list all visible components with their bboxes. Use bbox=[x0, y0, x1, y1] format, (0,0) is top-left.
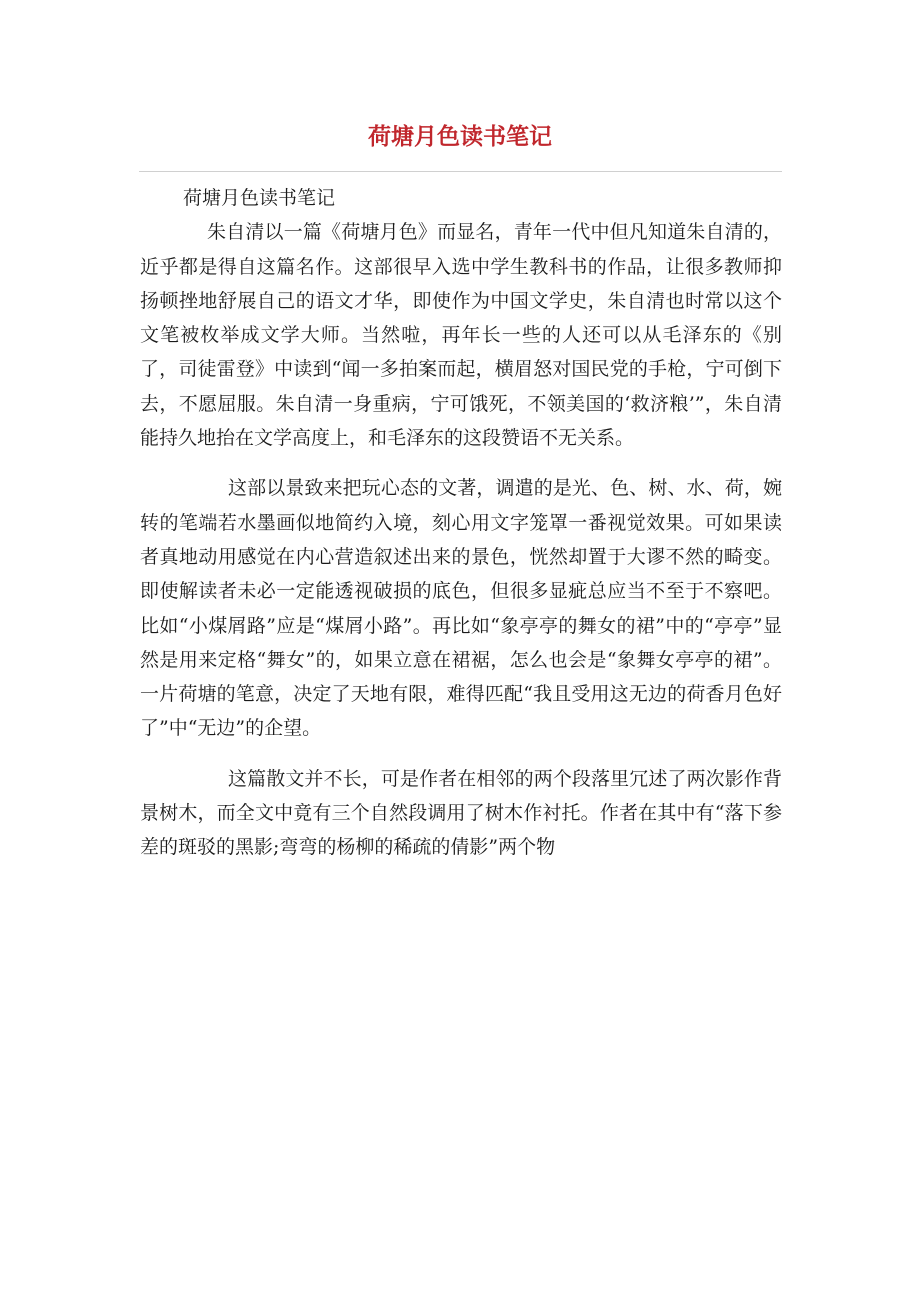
page-title: 荷塘月色读书笔记 bbox=[368, 124, 552, 150]
document-body bbox=[140, 181, 782, 865]
paragraph-2: 这部以景致来把玩心态的文著，调遣的是光、色、树、水、荷，婉转的笔端若水墨画似地简约入境，刻心用文字笼罩一番视觉效果。可如果读者真地动用感觉在内心营造叙述出来的景色，恍然却置于大谬不然的畸变。即使解读者未必一定能透视破损的底色，但很多显疵总应当不至于不察吧。比如“小煤屑路”应是“煤屑小路”。再比如“象亭亭的舞女的裙”中的“亭亭”显然是用来定格“舞女”的，如果立意在裙裾，怎么也会是“象舞女亭亭的裙”。一片荷塘的笔意，决定了天地有限，难得匹配“我且受用这无边的荷香月色好了”中“无边”的企望。 bbox=[140, 477, 782, 740]
paragraph-1: 朱自清以一篇《荷塘月色》而显名，青年一代中但凡知道朱自清的，近乎都是得自这篇名作。这部很早入选中学生教科书的作品，让很多教师抑扬顿挫地舒展自己的语文才华，即使作为中国文学史，朱自清也时常以这个文笔被枚举成文学大师。当然啦，再年长一些的人还可以从毛泽东的《别了，司徒雷登》中读到“闻一多拍案而起，横眉怒对国民党的手枪，宁可倒下去，不愿屈服。朱自清一身重病，宁可饿死，不领美国的‘救济粮’”，朱自清能持久地抬在文学高度上，和毛泽东的这段赞语不无关系。 bbox=[140, 221, 782, 450]
document-subtitle: 荷塘月色读书笔记 bbox=[183, 187, 336, 209]
paragraph-3: 这篇散文并不长，可是作者在相邻的两个段落里冗述了两次影作背景树木，而全文中竟有三个自然段调用了树木作衬托。作者在其中有“落下参差的斑驳的黑影;弯弯的杨柳的稀疏的倩影”两个物 bbox=[140, 767, 782, 859]
title-divider bbox=[139, 171, 782, 172]
